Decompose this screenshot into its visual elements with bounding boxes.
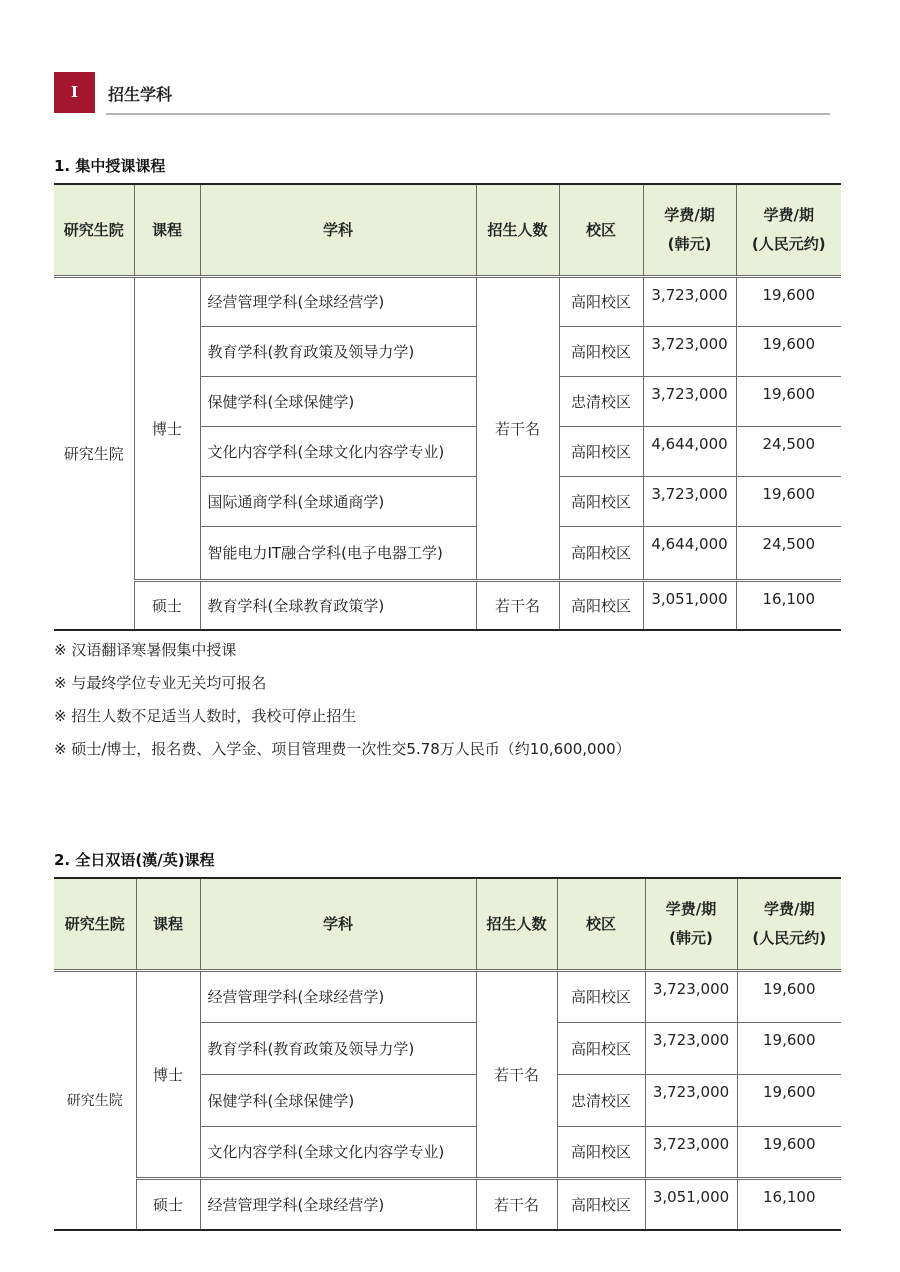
subject-cell: 经营管理学科(全球经营学): [200, 1178, 476, 1230]
header-campus: 校区: [557, 878, 645, 970]
doctor-label-cell: 博士: [134, 276, 200, 580]
subject-cell: 文化内容学科(全球文化内容学专业): [200, 426, 476, 476]
fee-cny-cell: 24,500: [736, 426, 841, 476]
fee-cny-cell: 19,600: [736, 326, 841, 376]
table1: [54, 183, 841, 631]
subject-cell: 教育学科(全球教育政策学): [200, 580, 476, 630]
header-quota: 招生人数: [476, 184, 559, 276]
fee-cny-cell: 19,600: [737, 1126, 841, 1178]
fee-krw-cell: 3,723,000: [645, 970, 737, 1022]
fee-krw-cell: 3,723,000: [643, 476, 736, 526]
fee-krw-cell: 3,723,000: [645, 1022, 737, 1074]
section-divider: [106, 113, 830, 115]
master-quota-cell: 若干名: [476, 1178, 557, 1230]
header-subject: 学科: [200, 184, 476, 276]
table2-subtitle: 2. 全日双语(漢/英)课程: [54, 851, 215, 869]
doctor-quota-cell: 若干名: [476, 276, 559, 580]
campus-cell: 高阳校区: [557, 1178, 645, 1230]
fee-krw-cell: 3,051,000: [643, 580, 736, 630]
master-label-cell: 硕士: [134, 580, 200, 630]
fee-krw-cell: 3,723,000: [643, 326, 736, 376]
campus-cell: 忠清校区: [559, 376, 643, 426]
header-course: 课程: [134, 184, 200, 276]
fee-krw-cell: 4,644,000: [643, 426, 736, 476]
fee-cny-cell: 19,600: [736, 376, 841, 426]
campus-cell: 高阳校区: [557, 1126, 645, 1178]
section-title: 招生学科: [108, 85, 173, 104]
fee-krw-cell: 3,723,000: [645, 1074, 737, 1126]
subject-cell: 智能电力IT融合学科(电子电器工学): [200, 526, 476, 580]
subject-cell: 文化内容学科(全球文化内容学专业): [200, 1126, 476, 1178]
fee-cny-cell: 19,600: [737, 1022, 841, 1074]
note-item: ※ 硕士/博士，报名费、入学金、项目管理费一次性交5.78万人民币（约10,600,000）: [54, 740, 631, 758]
header-campus: 校区: [559, 184, 643, 276]
table-row-master: [54, 1178, 841, 1230]
fee-cny-cell: 19,600: [736, 476, 841, 526]
note-item: ※ 招生人数不足适当人数时，我校可停止招生: [54, 707, 357, 725]
fee-krw-cell: 3,723,000: [645, 1126, 737, 1178]
header-school: 研究生院: [54, 184, 134, 276]
campus-cell: 高阳校区: [559, 476, 643, 526]
subject-cell: 保健学科(全球保健学): [200, 376, 476, 426]
table2: [54, 877, 841, 1231]
master-quota-cell: 若干名: [476, 580, 559, 630]
header-fee-cny: 学费/期 (人民元约): [736, 184, 841, 276]
subject-cell: 经营管理学科(全球经营学): [200, 276, 476, 326]
subject-cell: 保健学科(全球保健学): [200, 1074, 476, 1126]
campus-cell: 高阳校区: [557, 1022, 645, 1074]
fee-cny-cell: 16,100: [736, 580, 841, 630]
campus-cell: 高阳校区: [557, 970, 645, 1022]
header-course: 课程: [136, 878, 200, 970]
fee-cny-cell: 24,500: [736, 526, 841, 580]
table-row: [54, 970, 841, 1022]
campus-cell: 高阳校区: [559, 526, 643, 580]
header-school: 研究生院: [54, 878, 136, 970]
campus-cell: 高阳校区: [559, 426, 643, 476]
doctor-quota-cell: 若干名: [476, 970, 557, 1178]
campus-cell: 高阳校区: [559, 326, 643, 376]
note-item: ※ 汉语翻译寒暑假集中授课: [54, 641, 237, 659]
fee-cny-cell: 19,600: [737, 970, 841, 1022]
subject-cell: 教育学科(教育政策及领导力学): [200, 1022, 476, 1074]
fee-krw-cell: 3,723,000: [643, 276, 736, 326]
note-item: ※ 与最终学位专业无关均可报名: [54, 674, 267, 692]
fee-krw-cell: 3,723,000: [643, 376, 736, 426]
fee-cny-cell: 16,100: [737, 1178, 841, 1230]
campus-cell: 高阳校区: [559, 580, 643, 630]
header-fee-krw: 学费/期 (韩元): [645, 878, 737, 970]
fee-krw-cell: 4,644,000: [643, 526, 736, 580]
section-header: [54, 72, 830, 116]
header-quota: 招生人数: [476, 878, 557, 970]
table-row-master: [54, 580, 841, 630]
header-fee-krw: 学费/期 (韩元): [643, 184, 736, 276]
subject-cell: 教育学科(教育政策及领导力学): [200, 326, 476, 376]
subject-cell: 经营管理学科(全球经营学): [200, 970, 476, 1022]
fee-cny-cell: 19,600: [736, 276, 841, 326]
section-number-badge: I: [54, 72, 95, 113]
fee-cny-cell: 19,600: [737, 1074, 841, 1126]
campus-cell: 高阳校区: [559, 276, 643, 326]
master-label-cell: 硕士: [136, 1178, 200, 1230]
fee-krw-cell: 3,051,000: [645, 1178, 737, 1230]
campus-cell: 忠清校区: [557, 1074, 645, 1126]
table1-subtitle: 1. 集中授课课程: [54, 157, 166, 175]
header-fee-cny: 学费/期 (人民元约): [737, 878, 841, 970]
subject-cell: 国际通商学科(全球通商学): [200, 476, 476, 526]
header-subject: 学科: [200, 878, 476, 970]
doctor-label-cell: 博士: [136, 970, 200, 1178]
table-row: [54, 276, 841, 326]
school-cell: 研究生院: [54, 276, 134, 630]
notes-list: [54, 640, 631, 772]
school-cell: 研究生院: [54, 970, 136, 1230]
